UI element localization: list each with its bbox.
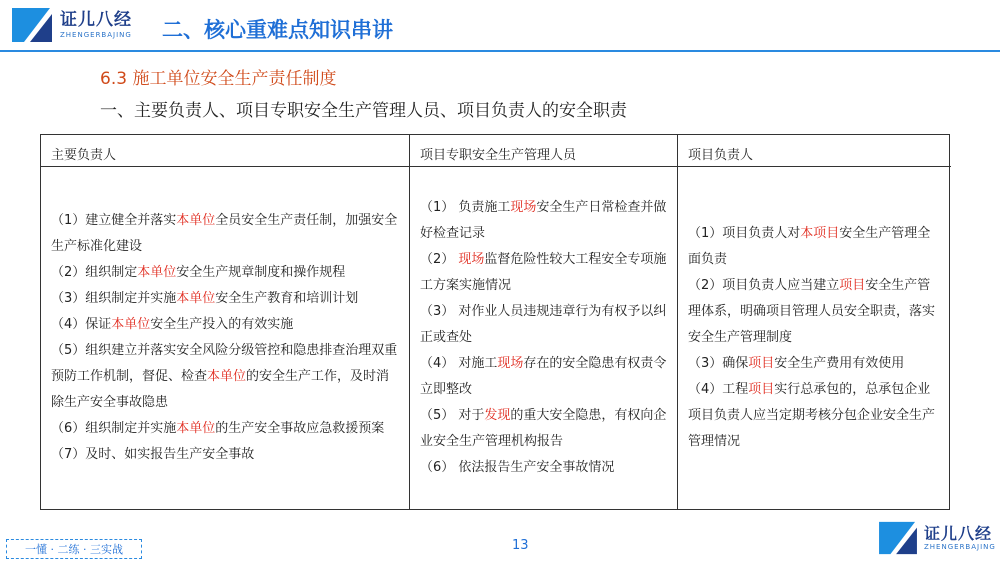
header-divider — [0, 50, 1000, 52]
duty-item: （1）建立健全并落实本单位全员安全生产责任制，加强安全生产标准化建设 — [51, 213, 398, 254]
duties-table — [40, 134, 950, 510]
duty-item: （3） 对作业人员违规违章行为有权予以纠正或查处 — [420, 304, 667, 345]
duty-item: （6） 依法报告生产安全事故情况 — [420, 460, 615, 475]
duty-item: （5） 对于发现的重大安全隐患，有权向企业安全生产管理机构报告 — [420, 408, 667, 449]
table-header-project-leader: 项目负责人 — [678, 135, 951, 167]
duty-item: （4）工程项目实行总承包的，总承包企业项目负责人应当定期考核分包企业安全生产管理情况 — [688, 382, 936, 449]
table-cell-safety-officer — [410, 167, 678, 509]
zhengerbajing-logo-icon — [876, 520, 920, 556]
footer-brand-name-cn: 证儿八经 — [924, 524, 993, 543]
duty-item: （2） 现场监督危险性较大工程安全专项施工方案实施情况 — [420, 252, 667, 293]
footer-brand-logo — [876, 520, 996, 556]
duty-item: （2）项目负责人应当建立项目安全生产管理体系，明确项目管理人员安全职责，落实安全生产管理制度 — [688, 278, 936, 345]
duty-item: （4）保证本单位安全生产投入的有效实施 — [51, 317, 294, 332]
duty-item: （1） 负责施工现场安全生产日常检查并做好检查记录 — [420, 200, 667, 241]
footer-brand-name-en: ZHENGERBAJING — [924, 543, 996, 551]
zhengerbajing-logo-icon — [10, 6, 54, 44]
table-cell-project-leader — [678, 167, 951, 509]
brand-name-en: ZHENGERBAJING — [60, 31, 132, 39]
section-subtitle: 一、主要负责人、项目专职安全生产管理人员、项目负责人的安全职责 — [100, 101, 627, 121]
duty-item: （6）组织制定并实施本单位的生产安全事故应急救援预案 — [51, 421, 385, 436]
footer-slogan: 一懂 · 二练 · 三实战 — [6, 539, 142, 559]
table-header-main-leader: 主要负责人 — [41, 135, 410, 167]
brand-logo — [10, 6, 132, 44]
duty-item: （2）组织制定本单位安全生产规章制度和操作规程 — [51, 265, 346, 280]
duty-item: （7）及时、如实报告生产安全事故 — [51, 447, 255, 462]
page-number: 13 — [512, 538, 529, 553]
duty-item: （1）项目负责人对本项目安全生产管理全面负责 — [688, 226, 931, 267]
duty-item: （3）组织制定并实施本单位安全生产教育和培训计划 — [51, 291, 359, 306]
brand-name-cn: 证儿八经 — [60, 10, 132, 30]
table-header-safety-officer: 项目专职安全生产管理人员 — [410, 135, 678, 167]
section-title: 6.3 施工单位安全生产责任制度 — [100, 69, 337, 89]
duty-item: （3）确保项目安全生产费用有效使用 — [688, 356, 905, 371]
page-title: 二、核心重难点知识串讲 — [162, 18, 393, 42]
duty-item: （5）组织建立并落实安全风险分级管控和隐患排查治理双重预防工作机制，督促、检查本单位的安全生产工作，及时消除生产安全事故隐患 — [51, 343, 398, 410]
duty-item: （4） 对施工现场存在的安全隐患有权责令立即整改 — [420, 356, 667, 397]
table-cell-main-leader — [41, 167, 410, 509]
